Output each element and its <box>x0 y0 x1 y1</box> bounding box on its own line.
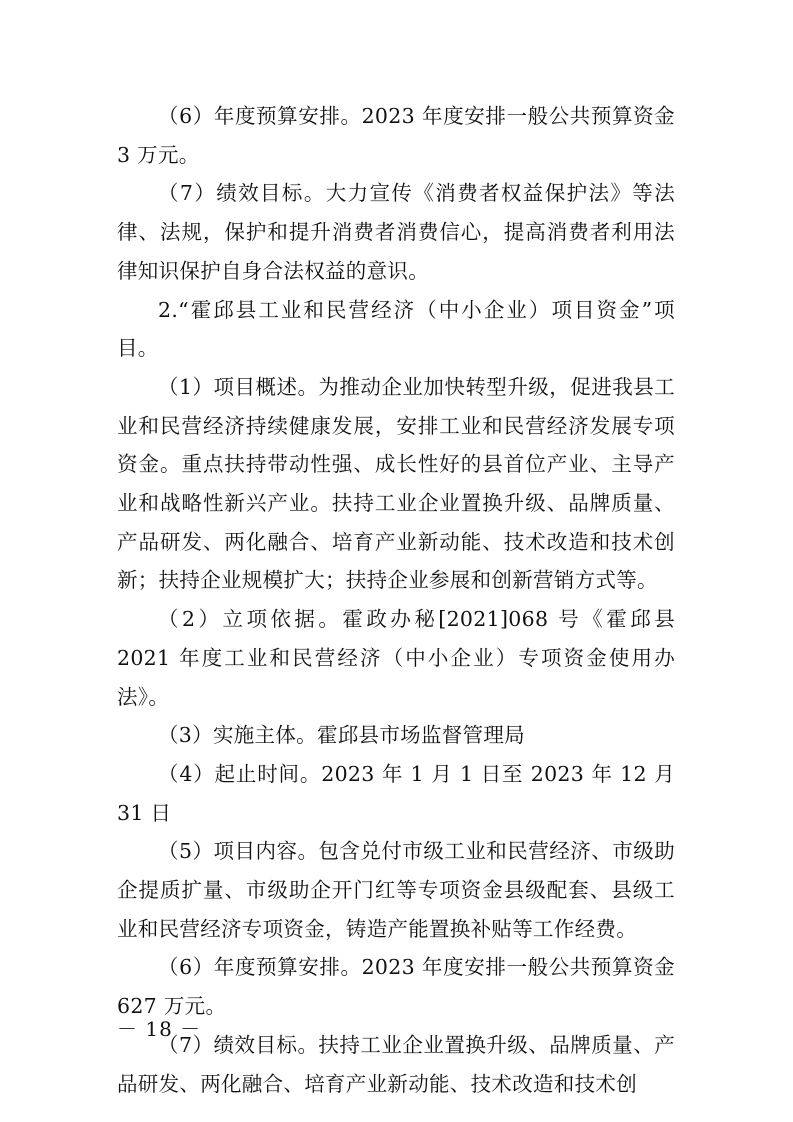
paragraph-budget-1: （6）年度预算安排。2023 年度安排一般公共预算资金 3 万元。 <box>117 104 675 167</box>
paragraph-basis: （2）立项依据。霍政办秘[2021]068 号《霍邱县 2021 年度工业和民营经济（中小企业）专项资金使用办法》。 <box>117 607 675 709</box>
paragraph-entity: （3）实施主体。霍邱县市场监督管理局 <box>158 723 525 748</box>
paragraph-budget-2: （6）年度预算安排。2023 年度安排一般公共预算资金 627 万元。 <box>117 955 675 1019</box>
document-body <box>117 97 675 1103</box>
paragraph-overview: （1）项目概述。为推动企业加快转型升级，促进我县工业和民营经济持续健康发展，安排工业和民营经济发展专项资金。重点扶持带动性强、成长性好的县首位产业、主导产业和战略性新兴产业。扶持工业企业置换升级、品牌质量、产品研发、两化融合、培育产业新动能、技术改造和技术创新；扶持企业规模扩大；扶持企业参展和创新营销方式等。 <box>117 374 675 593</box>
paragraph-period: （4）起止时间。2023 年 1 月 1 日至 2023 年 12 月 31 日 <box>117 761 675 825</box>
paragraph-content: （5）项目内容。包含兑付市级工业和民营经济、市级助企提质扩量、市级助企开门红等专项资金县级配套、县级工业和民营经济专项资金，铸造产能置换补贴等工作经费。 <box>117 839 675 941</box>
paragraph-project-2-title: 2.“霍邱县工业和民营经济（中小企业）项目资金”项目。 <box>117 297 675 361</box>
page-number: － 18 － <box>117 1017 202 1041</box>
paragraph-goal-1: （7）绩效目标。大力宣传《消费者权益保护法》等法律、法规，保护和提升消费者消费信心，提高消费者利用法律知识保护自身合法权益的意识。 <box>117 181 675 283</box>
paragraph-goal-2: （7）绩效目标。扶持工业企业置换升级、品牌质量、产品研发、两化融合、培育产业新动能、技术改造和技术创 <box>117 1032 675 1096</box>
